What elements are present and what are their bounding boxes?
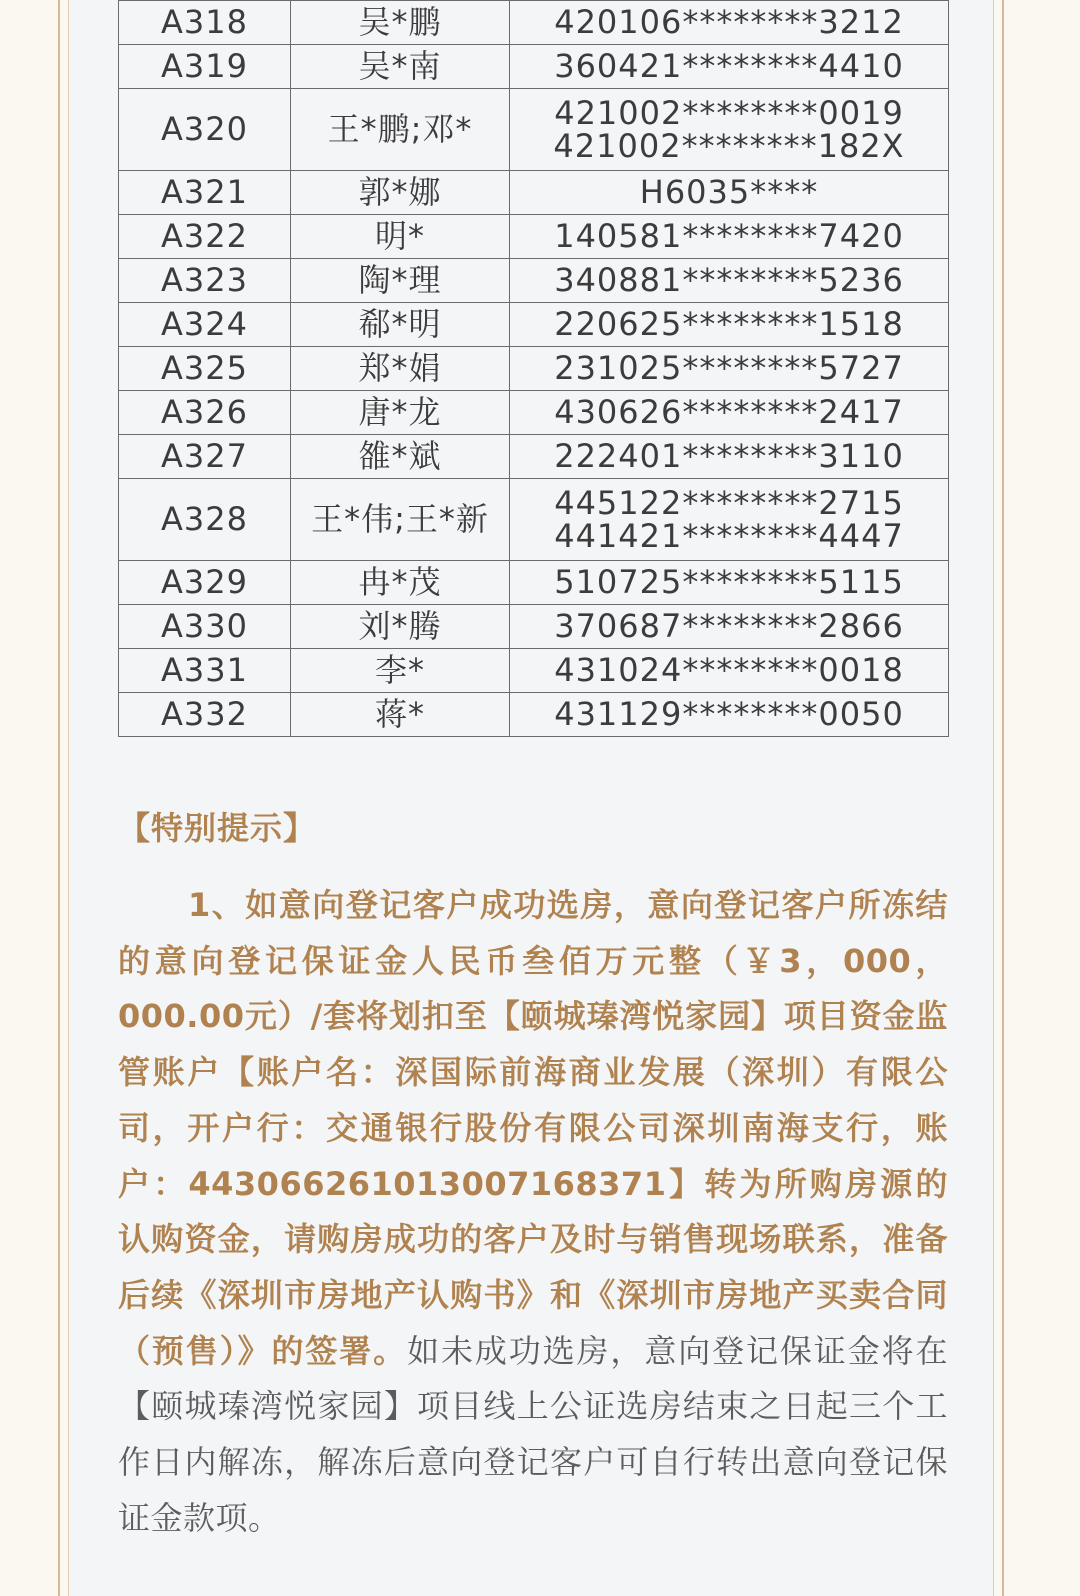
cell-name: 李* [291,649,510,693]
cell-id-number [510,347,949,391]
cell-code: A330 [119,605,291,649]
table-row [119,1,949,45]
notice-body [118,878,948,1546]
cell-id-number [510,561,949,605]
cell-name: 明* [291,215,510,259]
notice-normal-text: 如未成功选房，意向登记保证金将在【颐城瑧湾悦家园】项目线上公证选房结束之日起三个工作日内解冻，解冻后意向登记客户可自行转出意向登记保证金款项。 [118,1331,948,1537]
id-number-line: 222401********3110 [554,437,904,475]
cell-name: 陶*理 [291,259,510,303]
cell-name: 吴*鹏 [291,1,510,45]
cell-name: 郭*娜 [291,171,510,215]
id-number-line: 231025********5727 [554,349,904,387]
cell-code: A328 [119,479,291,561]
id-number-line: 370687********2866 [554,607,904,645]
cell-code: A318 [119,1,291,45]
id-number-line: 445122********2715 [554,483,904,522]
cell-code: A320 [119,89,291,171]
table-row [119,605,949,649]
table-row [119,215,949,259]
cell-code: A326 [119,391,291,435]
cell-id-number [510,215,949,259]
cell-code: A325 [119,347,291,391]
registration-table [118,0,949,737]
id-number-line: 431024********0018 [554,651,904,689]
cell-id-number [510,649,949,693]
table-row [119,171,949,215]
table-row [119,561,949,605]
cell-code: A324 [119,303,291,347]
cell-id-number [510,605,949,649]
cell-name: 刘*腾 [291,605,510,649]
cell-id-number [510,391,949,435]
cell-code: A329 [119,561,291,605]
cell-code: A323 [119,259,291,303]
cell-code: A332 [119,693,291,737]
id-number-line: 360421********4410 [554,47,904,85]
notice-title: 【特别提示】 [118,809,317,847]
cell-name: 雒*斌 [291,435,510,479]
cell-code: A321 [119,171,291,215]
cell-name: 王*伟;王*新 [291,479,510,561]
cell-code: A319 [119,45,291,89]
table-row [119,259,949,303]
table-row [119,435,949,479]
table-row [119,649,949,693]
registration-table-body [119,1,949,737]
cell-code: A322 [119,215,291,259]
cell-name: 郗*明 [291,303,510,347]
table-row [119,45,949,89]
cell-id-number [510,479,949,561]
cell-id-number [510,693,949,737]
id-number-line: 430626********2417 [554,393,904,431]
cell-id-number [510,171,949,215]
id-number-line: H6035**** [639,173,819,211]
cell-id-number [510,259,949,303]
id-number-line: 510725********5115 [554,563,904,601]
cell-id-number [510,303,949,347]
id-number-line: 220625********1518 [554,305,904,343]
cell-name: 蒋* [291,693,510,737]
id-number-line: 431129********0050 [554,695,904,733]
cell-name: 王*鹏;邓* [291,89,510,171]
id-number-line: 420106********3212 [554,3,904,41]
document-content [118,0,948,1537]
table-row [119,479,949,561]
id-number-line: 140581********7420 [554,217,904,255]
notice-highlight-text: 1、如意向登记客户成功选房，意向登记客户所冻结的意向登记保证金人民币叁佰万元整（￥3，000，000.00元）/套将划扣至【颐城瑧湾悦家园】项目资金监管账户【账户名：深国际前海商业发展（深圳）有限公司，开户行：交通银行股份有限公司深圳南海支行，账户：443066261013007168371】转为所购房源的认购资金，请购房成功的客户及时与销售现场联系，准备后续《深圳市房地产认购书》和《深圳市房地产买卖合同（预售）》的签署。 [118,886,948,1370]
cell-id-number [510,89,949,171]
table-row [119,391,949,435]
id-number-line: 421002********182X [553,126,905,165]
cell-name: 吴*南 [291,45,510,89]
table-row [119,347,949,391]
cell-name: 郑*娟 [291,347,510,391]
cell-code: A331 [119,649,291,693]
cell-name: 唐*龙 [291,391,510,435]
id-number-line: 441421********4447 [554,516,904,555]
cell-name: 冉*茂 [291,561,510,605]
cell-id-number [510,435,949,479]
table-row [119,303,949,347]
id-number-line: 340881********5236 [554,261,904,299]
id-number-line: 421002********0019 [554,93,904,132]
table-row [119,89,949,171]
cell-id-number [510,1,949,45]
cell-code: A327 [119,435,291,479]
table-row [119,693,949,737]
cell-id-number [510,45,949,89]
